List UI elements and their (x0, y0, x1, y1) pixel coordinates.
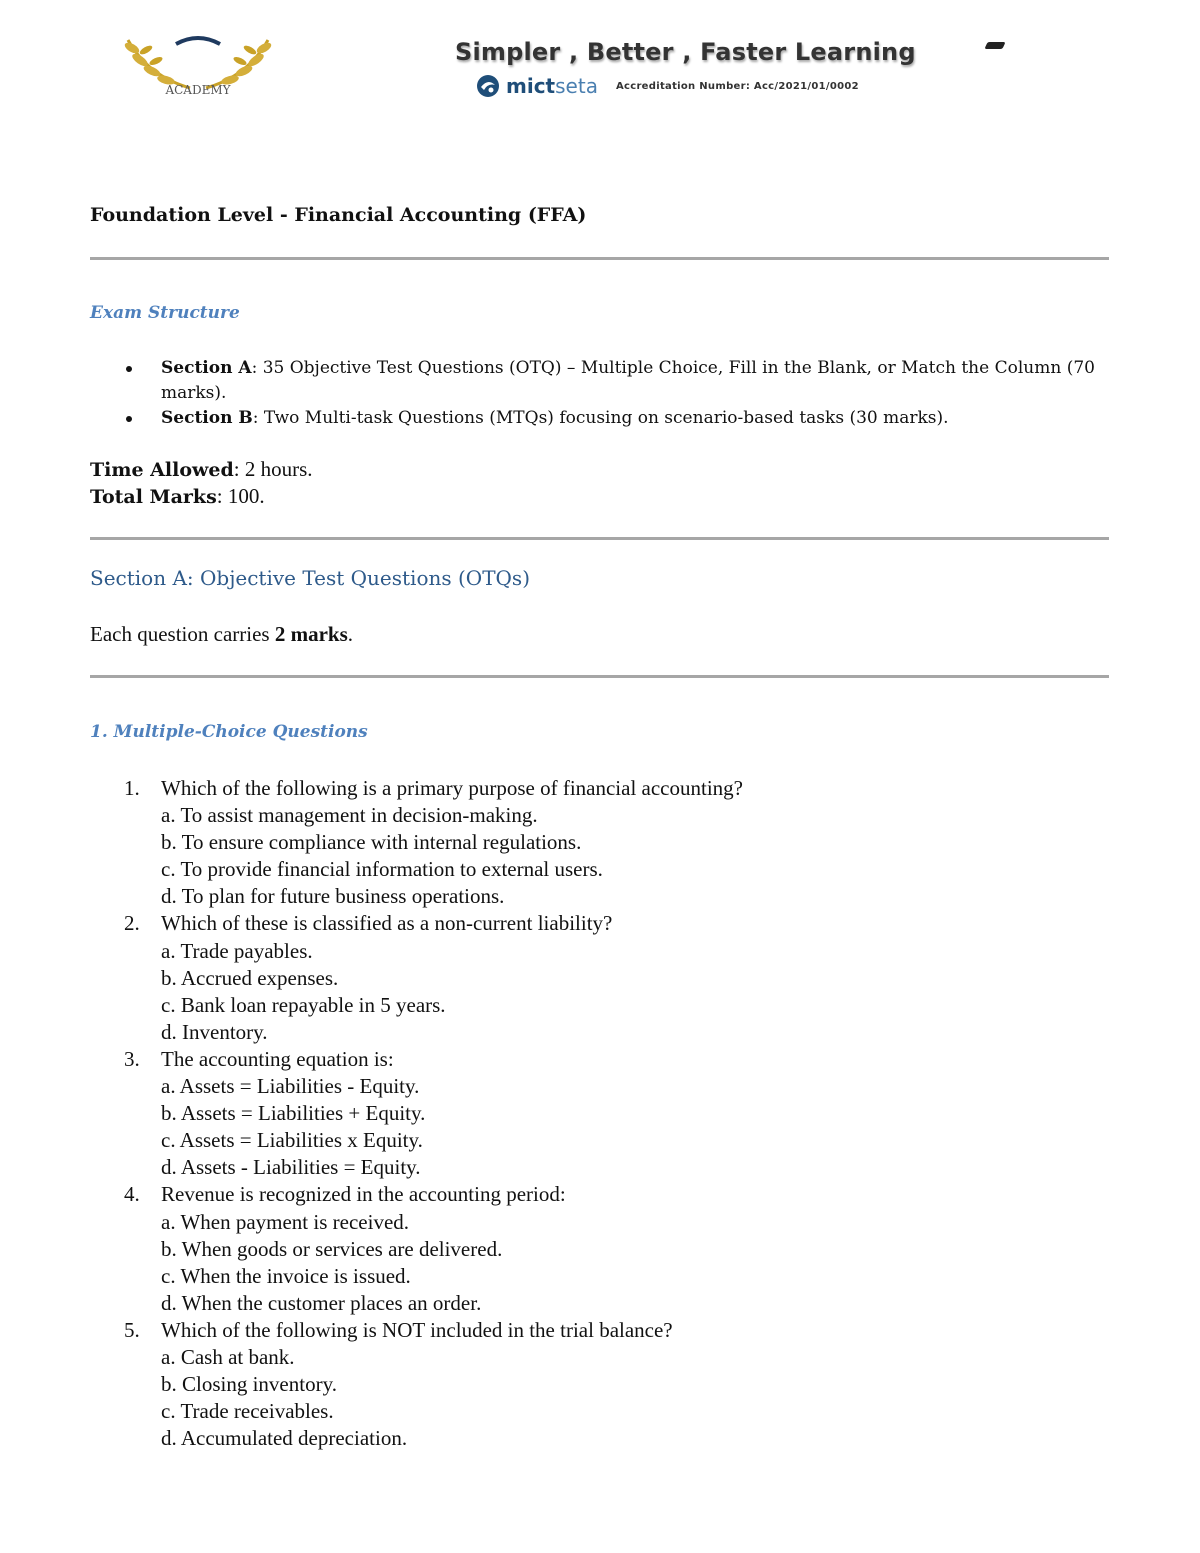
option-text: d. Accumulated depreciation. (161, 1426, 408, 1451)
option (0, 1073, 1200, 1100)
total-marks-label: Total Marks (90, 486, 217, 508)
section-a-heading: Section A: Objective Test Questions (OTQs) (90, 566, 530, 590)
question (0, 775, 1200, 802)
section-b-label: Section B (161, 408, 253, 428)
time-allowed-label: Time Allowed (90, 459, 234, 481)
time-allowed-value: : 2 hours. (233, 457, 313, 481)
option (0, 1290, 1200, 1317)
tagline: Simpler , Better , Faster Learning (455, 38, 916, 66)
option (0, 938, 1200, 965)
option-text: c. When the invoice is issued. (161, 1263, 411, 1288)
mictseta-logo (476, 72, 859, 100)
option-text: d. To plan for future business operations. (161, 884, 505, 909)
option-text: b. Accrued expenses. (161, 965, 339, 990)
option-text: d. Inventory. (161, 1019, 268, 1044)
divider (90, 537, 1109, 540)
option (0, 1263, 1200, 1290)
seta-name (506, 74, 598, 98)
option (0, 1019, 1200, 1046)
question (0, 1317, 1200, 1344)
marks-intro: Each question carries (90, 622, 275, 646)
marks-bold: 2 marks (274, 622, 348, 646)
section-a-label: Section A (161, 358, 252, 378)
accreditation-number: Accreditation Number: Acc/2021/01/0002 (615, 80, 859, 92)
bullet-icon (126, 366, 132, 372)
question-number: 5. (124, 1317, 140, 1342)
option (0, 1425, 1200, 1452)
option (0, 1154, 1200, 1181)
seta-name-thin: seta (555, 74, 598, 98)
divider (90, 257, 1109, 260)
option (0, 883, 1200, 910)
divider (90, 675, 1109, 678)
option-text: d. Assets - Liabilities = Equity. (161, 1155, 421, 1180)
option-text: a. Assets = Liabilities - Equity. (161, 1074, 420, 1099)
section-a-text: : 35 Objective Test Questions (OTQ) – Multiple Choice, Fill in the Blank, or Match the Column (70 marks). (161, 358, 1095, 403)
option (0, 802, 1200, 829)
option-text: a. Cash at bank. (161, 1344, 295, 1369)
option-text: b. When goods or services are delivered. (161, 1236, 503, 1261)
option-text: b. Assets = Liabilities + Equity. (161, 1101, 426, 1126)
question-number: 4. (124, 1182, 140, 1207)
option (0, 965, 1200, 992)
bullet-icon (126, 416, 132, 422)
question-text: Which of the following is a primary purpose of financial accounting? (161, 776, 743, 800)
option-text: c. Assets = Liabilities x Equity. (161, 1128, 423, 1153)
document-title: Foundation Level - Financial Accounting (FFA) (90, 204, 587, 226)
exam-structure-heading: Exam Structure (90, 303, 240, 323)
option (0, 1344, 1200, 1371)
question-text: The accounting equation is: (161, 1046, 394, 1071)
question (0, 1046, 1200, 1073)
question-number: 2. (124, 911, 140, 936)
option-text: b. Closing inventory. (161, 1372, 337, 1397)
option-text: b. To ensure compliance with internal regulations. (161, 830, 582, 855)
question-list (0, 775, 1200, 1452)
marks-end: . (347, 622, 354, 646)
option-text: a. Trade payables. (161, 938, 313, 963)
question (0, 1181, 1200, 1208)
option-text: a. When payment is received. (161, 1209, 410, 1234)
list-item (122, 356, 1112, 406)
academy-logo (118, 30, 278, 102)
option-text: c. Trade receivables. (161, 1399, 334, 1424)
question-number: 1. (124, 776, 140, 800)
list-item (122, 406, 1112, 431)
option-text: c. To provide financial information to external users. (161, 857, 603, 882)
option-text: d. When the customer places an order. (161, 1290, 482, 1315)
option (0, 1398, 1200, 1425)
section-b-text: : Two Multi-task Questions (MTQs) focusing on scenario-based tasks (30 marks). (252, 408, 949, 428)
option (0, 1100, 1200, 1127)
option (0, 829, 1200, 856)
laurel-icon (123, 38, 273, 88)
time-allowed (90, 457, 313, 482)
question-number: 3. (124, 1046, 140, 1071)
option (0, 1127, 1200, 1154)
option-text: c. Bank loan repayable in 5 years. (161, 992, 446, 1017)
question-text: Which of the following is NOT included in the trial balance? (161, 1317, 673, 1342)
option (0, 856, 1200, 883)
question-text: Revenue is recognized in the accounting period: (161, 1182, 566, 1207)
option (0, 992, 1200, 1019)
option (0, 1371, 1200, 1398)
corner-mark (984, 42, 1005, 49)
total-marks (90, 484, 265, 509)
option (0, 1209, 1200, 1236)
option (0, 1236, 1200, 1263)
total-marks-value: : 100. (216, 484, 265, 508)
marks-note (90, 622, 353, 647)
question-text: Which of these is classified as a non-current liability? (161, 911, 613, 936)
mictseta-swirl-icon (476, 74, 500, 98)
mcq-heading: 1. Multiple-Choice Questions (90, 722, 368, 742)
logo-text: ACADEMY (165, 83, 231, 97)
seta-name-bold: mict (506, 74, 556, 98)
exam-structure-list (122, 356, 1112, 431)
option-text: a. To assist management in decision-making. (161, 803, 538, 828)
question (0, 910, 1200, 937)
